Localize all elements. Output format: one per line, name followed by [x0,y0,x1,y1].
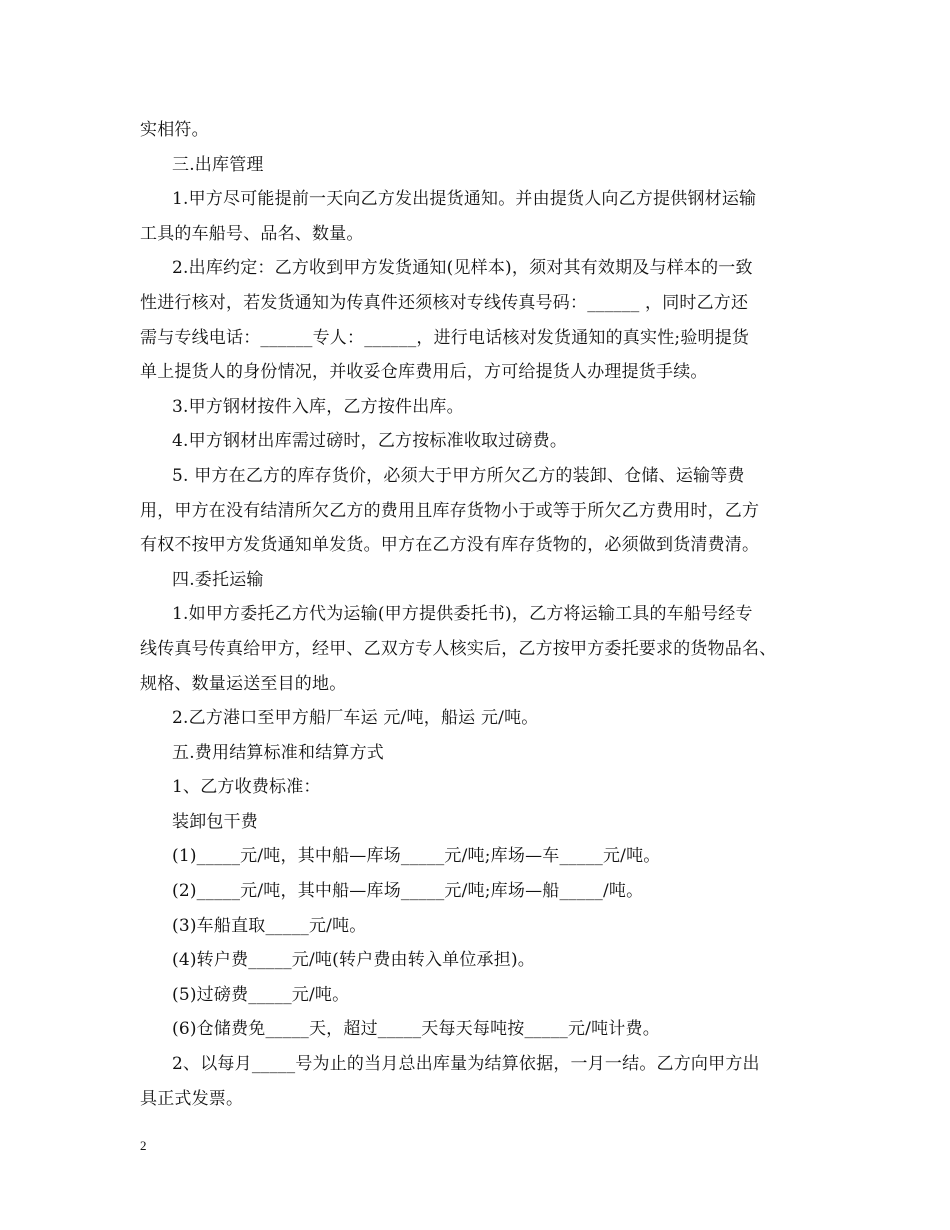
text-line: (3)车船直取_____元/吨。 [172,915,367,936]
text-line: 单上提货人的身份情况，并收妥仓库费用后，方可给提货人办理提货手续。 [140,362,708,383]
text-line: 2、以每月_____号为止的当月总出库量为结算依据，一月一结。乙方向甲方出 [172,1054,760,1075]
text-line: 2.乙方港口至甲方船厂车运 元/吨，船运 元/吨。 [172,708,539,729]
text-line: 4.甲方钢材出库需过磅时，乙方按标准收取过磅费。 [172,431,568,452]
text-line: 1、乙方收费标准： [172,777,321,798]
text-line: 装卸包干费 [172,811,258,832]
text-line: (5)过磅费_____元/吨。 [172,984,350,1005]
text-line: 三.出库管理 [172,154,264,175]
text-line: (2)_____元/吨，其中船—库场_____元/吨;库场—船_____/吨。 [172,881,644,902]
text-line: 有权不按甲方发货通知单发货。甲方在乙方没有库存货物的，必须做到货清费清。 [140,535,760,556]
page-number: 2 [140,1138,147,1153]
text-line: 具正式发票。 [140,1088,244,1109]
text-line: 5. 甲方在乙方的库存货价，必须大于甲方所欠乙方的装卸、仓储、运输等费 [172,465,745,486]
text-line: 五.费用结算标准和结算方式 [172,742,385,763]
text-line: 1.甲方尽可能提前一天向乙方发出提货通知。并由提货人向乙方提供钢材运输 [172,189,757,210]
text-line: 3.甲方钢材按件入库，乙方按件出库。 [172,396,464,417]
text-line: (1)_____元/吨，其中船—库场_____元/吨;库场—车_____元/吨。 [172,846,661,867]
text-line: 线传真号传真给甲方，经甲、乙双方专人核实后，乙方按甲方委托要求的货物品名、 [140,638,777,659]
text-line: 需与专线电话：______专人：______，进行电话核对发货通知的真实性;验明提货 [140,327,750,348]
text-line: 四.委托运输 [172,569,264,590]
text-line: 工具的车船号、品名、数量。 [140,223,364,244]
text-line: 2.出库约定：乙方收到甲方发货通知(见样本)，须对其有效期及与样本的一致 [172,258,753,279]
document-body [140,113,815,1116]
text-line: (6)仓储费免_____天，超过_____天每天每吨按_____元/吨计费。 [172,1019,660,1040]
text-line: 规格、数量运送至目的地。 [140,673,347,694]
text-line: 1.如甲方委托乙方代为运输(甲方提供委托书)，乙方将运输工具的车船号经专 [172,604,753,625]
text-line: (4)转户费_____元/吨(转户费由转入单位承担)。 [172,950,535,971]
text-line: 性进行核对，若发货通知为传真件还须核对专线传真号码：______ ，同时乙方还 [140,292,749,313]
text-line: 实相符。 [140,120,209,140]
text-line: 用，甲方在没有结清所欠乙方的费用且库存货物小于或等于所欠乙方费用时，乙方 [140,500,760,521]
